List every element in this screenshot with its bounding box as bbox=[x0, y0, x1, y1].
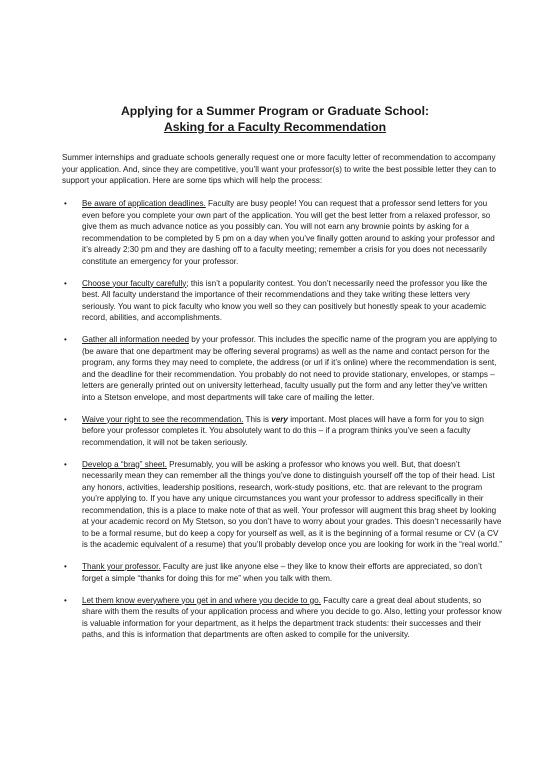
bullet-icon: • bbox=[64, 278, 67, 288]
tip-heading: Develop a “brag” sheet. bbox=[82, 459, 167, 469]
tip-text: Faculty are just like anyone else – they like to know their efforts are appreciated, so don’t forget a simple “thanks for doing this for me” when you talk with them. bbox=[82, 562, 483, 583]
bullet-icon: • bbox=[64, 595, 67, 605]
tip-emphasis: very bbox=[271, 414, 288, 424]
tip-heading: Choose your faculty carefully bbox=[82, 278, 187, 288]
bullet-icon: • bbox=[64, 335, 67, 344]
tip-share-results bbox=[62, 595, 502, 641]
tip-waive-right bbox=[62, 414, 502, 449]
tip-text: Faculty are busy people! You can request that a professor send letters for you even before you complete your own part of the application. You will get the best letter from a relaxed professor, so give them as much advance notice as you possibly can. You will not earn any brownie points by asking for a recommendation to be completed by 5 pm on a day when you’ve finally gotten around to asking your professor and it’s already 2:30 pm and they are dashing off to a faculty meeting; remember a crisis for you does not necessarily constitute an emergency for your professor. bbox=[82, 199, 495, 266]
tip-heading: Be aware of application deadlines. bbox=[82, 199, 206, 208]
bullet-icon: • bbox=[64, 562, 67, 571]
tip-heading: Let them know everywhere you get in and where you decide to go. bbox=[82, 595, 321, 605]
tip-brag-sheet bbox=[62, 459, 502, 551]
bullet-icon: • bbox=[64, 199, 67, 208]
tip-text: important. Most places will have a form for you to sign before your professor completes it. You absolutely want to do this – if a program thinks you’ve seen a faculty recommendation, it will not be taken seriously. bbox=[82, 414, 484, 447]
tip-text-before-emphasis: This is bbox=[243, 414, 272, 424]
tips-list bbox=[62, 198, 502, 651]
tip-text: Presumably, you will be asking a professor who knows you well. But, that doesn’t necessarily mean they can remember all the things you’ve done to distinguish yourself off the top of their head. List any honors, activities, leadership positions, research, work-study positions, etc. that are relevant to the program you’re applying to. If you have any unique circumstances you want your professor to address specifically in their recommendation, this is a place to make note of that as well. Your professor will augment this brag sheet by looking at your academic record on My Stetson, so you don’t have to worry about your grades. This doesn’t necessarily have to be a formal resume, but do keep a copy for yourself as well, as it is the beginning of a formal resume or CV (a CV is the academic equivalent of a resume) that you’ll probably develop once you are looking for work in the “real world.” bbox=[82, 459, 503, 549]
intro-paragraph: Summer internships and graduate schools generally request one or more faculty letter of recommendation to accompany your application. And, since they are competitive, you’ll want your professor(s) to write the best possible letter they can to support your application. Here are some tips which will help the process: bbox=[62, 153, 497, 185]
tip-text: ; this isn’t a popularity contest. You don’t necessarily need the professor you like the best. All faculty understand the importance of their recommendations and they take writing these letters very seriously. You want to pick faculty who know you well so they can positively but honestly speak to your academic record, abilities, and accomplishments. bbox=[82, 278, 488, 322]
tip-thank-professor bbox=[62, 561, 502, 584]
tip-choose-faculty bbox=[62, 278, 502, 324]
bullet-icon: • bbox=[64, 414, 67, 424]
tip-gather-information bbox=[62, 334, 502, 403]
tip-heading: Thank your professor. bbox=[82, 562, 161, 571]
tip-application-deadlines bbox=[62, 198, 502, 267]
tip-heading: Waive your right to see the recommendation. bbox=[82, 414, 244, 424]
bullet-icon: • bbox=[64, 459, 67, 469]
page-subtitle: Asking for a Faculty Recommendation bbox=[163, 120, 387, 134]
tip-text: by your professor. This includes the specific name of the program you are applying to (be aware that one department may be offering several programs) as well as the name and contact person for the program, any forms they may need to complete, the address (or url if it’s online) where the recommendation is sent, and the deadline for their recommendation. You probably do not need to provide stationary, envelopes, or stamps – letters are generally printed out on university letterhead, faculty usually put the form and any letter they’ve written into a Stetson envelope, and most departments will take care of mailing the letter. bbox=[82, 335, 497, 402]
tip-text: Faculty care a great deal about students, so share with them the results of your application process and where you decide to go. Also, letting your professor know is valuable information for your department, as it helps the department track students: their successes and their paths, and this is information that departments are often asked to compile for the university. bbox=[82, 595, 502, 639]
tip-heading: Gather all information needed bbox=[82, 335, 190, 344]
page-title: Applying for a Summer Program or Graduate School: bbox=[120, 104, 430, 118]
title-block bbox=[0, 104, 550, 135]
